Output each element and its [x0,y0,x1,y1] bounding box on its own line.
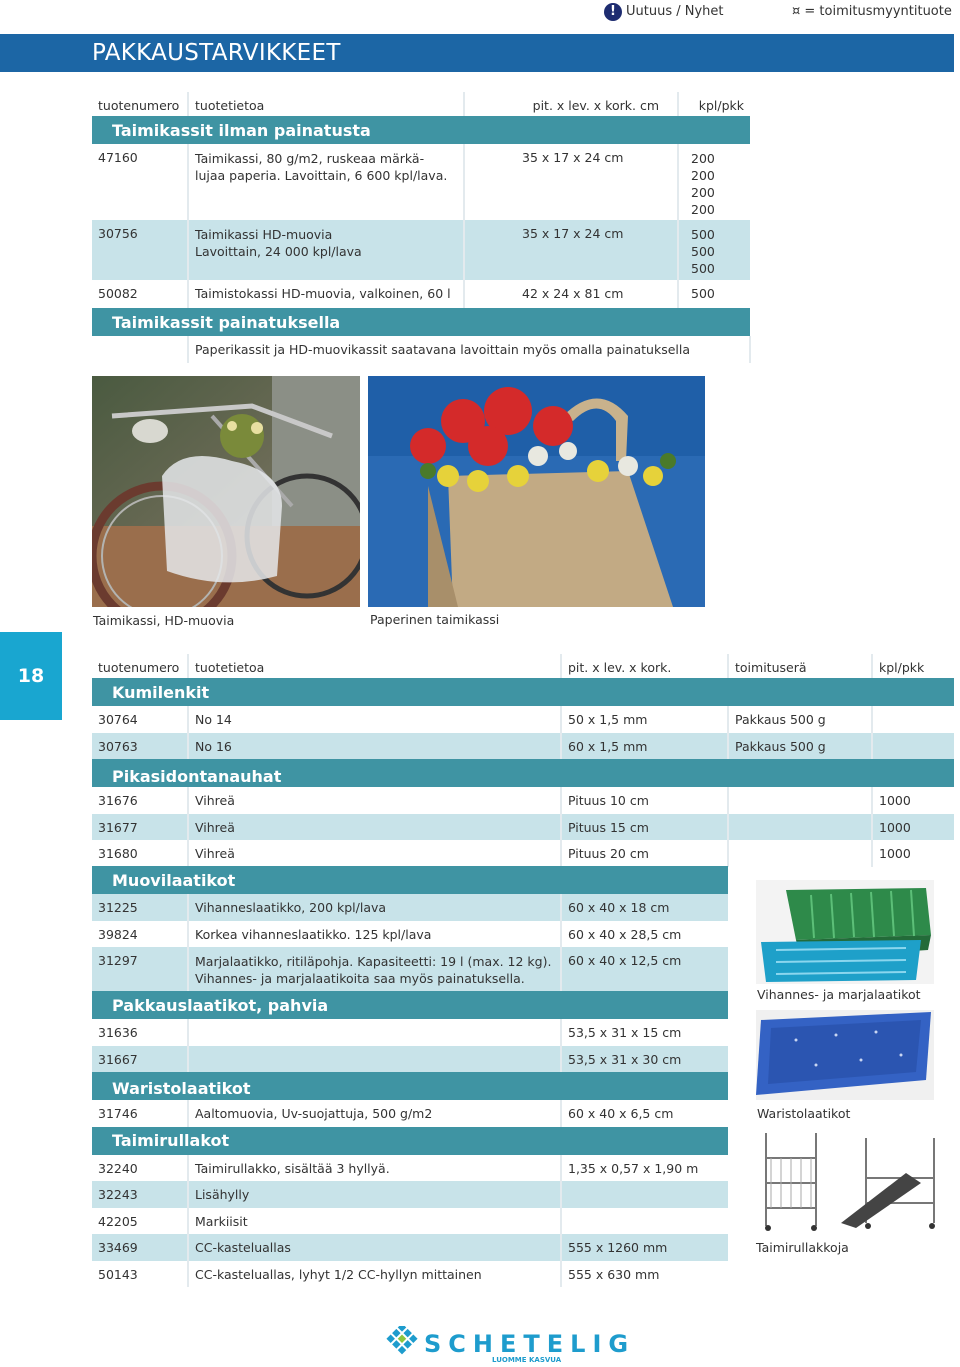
trolley-caption: Taimirullakkoja [756,1240,849,1255]
col-header-qty: kpl/pkk [678,92,750,116]
page-title-bar [0,34,954,72]
table-row: 47160 Taimikassi, 80 g/m2, ruskeaa märkä- lujaa paperia. Lavoittain, 6 600 kpl/lava. 35 x 17 x 24 cm 200 200 200 200 [92,144,750,220]
new-product-icon: ! [604,3,622,21]
logo-wordmark: SCHETELIG [424,1330,636,1358]
col-header-code: tuotenumero [98,98,180,113]
trolley-photo [756,1128,940,1232]
table-row: 31677 Vihreä Pituus 15 cm 1000 [92,814,954,841]
section-title: Taimikassit ilman painatusta [92,116,750,144]
page-number: 18 [0,632,62,720]
waristo-photo [756,1010,934,1100]
table-row: 32240 Taimirullakko, sisältää 3 hyllyä. 1,35 x 0,57 x 1,90 m [92,1155,728,1182]
table-row: 31680 Vihreä Pituus 20 cm 1000 [92,840,954,867]
table-row: 33469 CC-kasteluallas 555 x 1260 mm [92,1234,728,1261]
col-header-info: tuotetietoa [188,654,561,678]
paper-bag-photo [368,376,705,607]
section-title: Muovilaatikot [92,866,728,894]
col-header-size: pit. x lev. x kork. cm [464,92,678,116]
col-header-size: pit. x lev. x kork. [561,654,728,678]
print-note: Paperikassit ja HD-muovikassit saatavana lavoittain myös omalla painatuksella [188,336,750,363]
section-title: Waristolaatikot [92,1072,728,1100]
section-title: Pikasidontanauhat [92,759,954,787]
new-product-legend: Uutuus / Nyhet [626,4,724,19]
section-title: Kumilenkit [92,678,954,706]
plant-bags-table [92,92,751,363]
table-row: 31297 Marjalaatikko, ritiläpohja. Kapasiteetti: 19 l (max. 12 kg). Vihannes- ja marjalaatikoita saa myös painatuksella. 60 x 40 x 12,5 cm [92,947,728,991]
table-row: 42205 Markiisit [92,1208,728,1235]
table-row: 50143 CC-kasteluallas, lyhyt 1/2 CC-hyllyn mittainen 555 x 630 mm [92,1261,728,1288]
crates-photo [756,880,934,984]
table-row: 31225 Vihanneslaatikko, 200 kpl/lava 60 x 40 x 18 cm [92,894,728,921]
crates-caption: Vihannes- ja marjalaatikot [757,987,921,1002]
col-header-qty: kpl/pkk [872,654,954,678]
section-title: Pakkauslaatikot, pahvia [92,991,728,1019]
table-row: 31746 Aaltomuovia, Uv-suojattuja, 500 g/m2 60 x 40 x 6,5 cm [92,1100,728,1127]
table-row: 30764 No 14 50 x 1,5 mm Pakkaus 500 g [92,706,954,733]
crates-table [92,866,728,1287]
rubber-bands-table [92,654,954,867]
photo-caption-plastic-bag: Taimikassi, HD-muovia [93,613,235,628]
table-row [92,336,750,363]
table-row: 39824 Korkea vihanneslaatikko. 125 kpl/lava 60 x 40 x 28,5 cm [92,921,728,948]
table-row: 30756 Taimikassi HD-muovia Lavoittain, 24 000 kpl/lava 35 x 17 x 24 cm 500 500 500 [92,220,750,280]
table-row: 50082 Taimistokassi HD-muovia, valkoinen, 60 l 42 x 24 x 81 cm 500 [92,280,750,308]
table-row: 31667 53,5 x 31 x 30 cm [92,1046,728,1073]
waristo-caption: Waristolaatikot [757,1106,851,1121]
bicycle-bag-photo [92,376,360,607]
col-header-code: tuotenumero [98,660,180,675]
table-row: 32243 Lisähylly [92,1181,728,1208]
schetelig-logo [380,1326,640,1364]
col-header-info: tuotetietoa [188,92,464,116]
col-header-batch: toimituserä [728,654,872,678]
photo-caption-paper-bag: Paperinen taimikassi [370,612,500,627]
page-title: PAKKAUSTARVIKKEET [92,40,341,66]
delivery-legend: ¤ = toimitusmyyntituote [792,4,952,19]
table-row: 30763 No 16 60 x 1,5 mm Pakkaus 500 g [92,733,954,760]
top-legend [0,0,960,28]
table-row: 31636 53,5 x 31 x 15 cm [92,1019,728,1046]
logo-tagline: LUOMME KASVUA [492,1356,562,1364]
table-row: 31676 Vihreä Pituus 10 cm 1000 [92,787,954,814]
section-title: Taimikassit painatuksella [92,308,750,336]
section-title: Taimirullakot [92,1127,728,1155]
